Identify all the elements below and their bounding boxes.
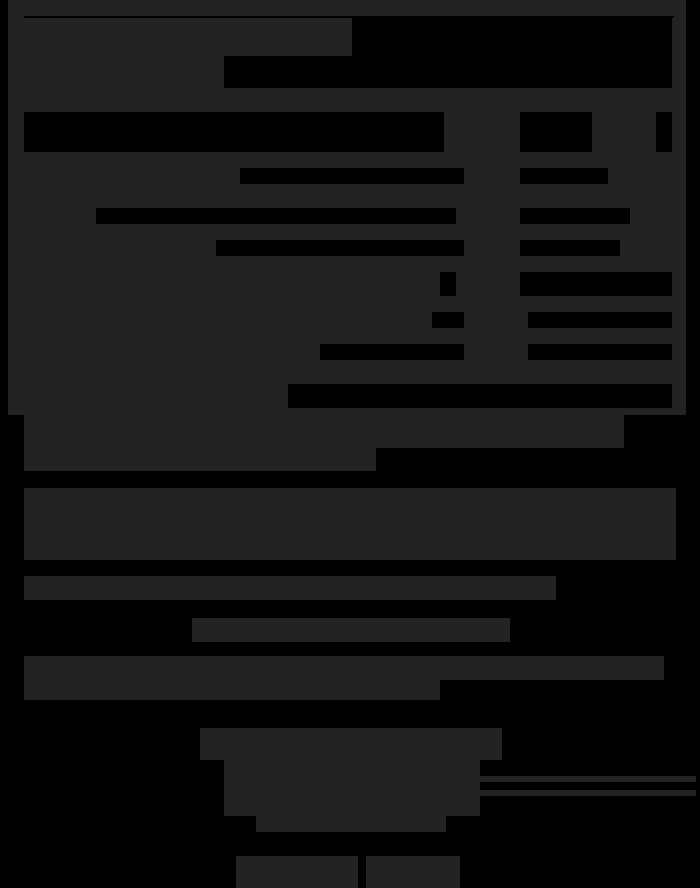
column-header-bar xyxy=(24,112,444,152)
table-row xyxy=(440,272,456,296)
footnote-2 xyxy=(24,488,676,560)
column-header-amount xyxy=(520,112,592,152)
column-header-dv xyxy=(656,112,672,152)
footer-code-1 xyxy=(236,856,358,888)
footer-address-line3 xyxy=(256,800,446,832)
footer-rule-2 xyxy=(464,790,696,796)
footer-rule-1 xyxy=(464,776,696,782)
table-row-amount xyxy=(520,240,620,256)
footnote-5-gap xyxy=(440,680,670,704)
footer-code-2 xyxy=(366,856,460,888)
table-row xyxy=(96,208,456,224)
header-subtitle-gap xyxy=(224,56,354,88)
table-row-amount xyxy=(528,312,672,328)
table-row-amount xyxy=(520,272,672,296)
table-row-amount xyxy=(528,344,672,360)
table-row-amount xyxy=(520,168,608,184)
header-title-gap xyxy=(352,16,672,88)
table-row-amount xyxy=(520,208,630,224)
footer-address xyxy=(200,728,502,760)
table-row xyxy=(320,344,464,360)
table-row xyxy=(216,240,464,256)
footnote-3 xyxy=(24,576,556,600)
footnote-4 xyxy=(192,618,510,642)
footnote-1-gap xyxy=(376,448,636,472)
table-row xyxy=(432,312,464,328)
panel-footer-gap xyxy=(288,384,672,408)
table-row xyxy=(240,168,464,184)
